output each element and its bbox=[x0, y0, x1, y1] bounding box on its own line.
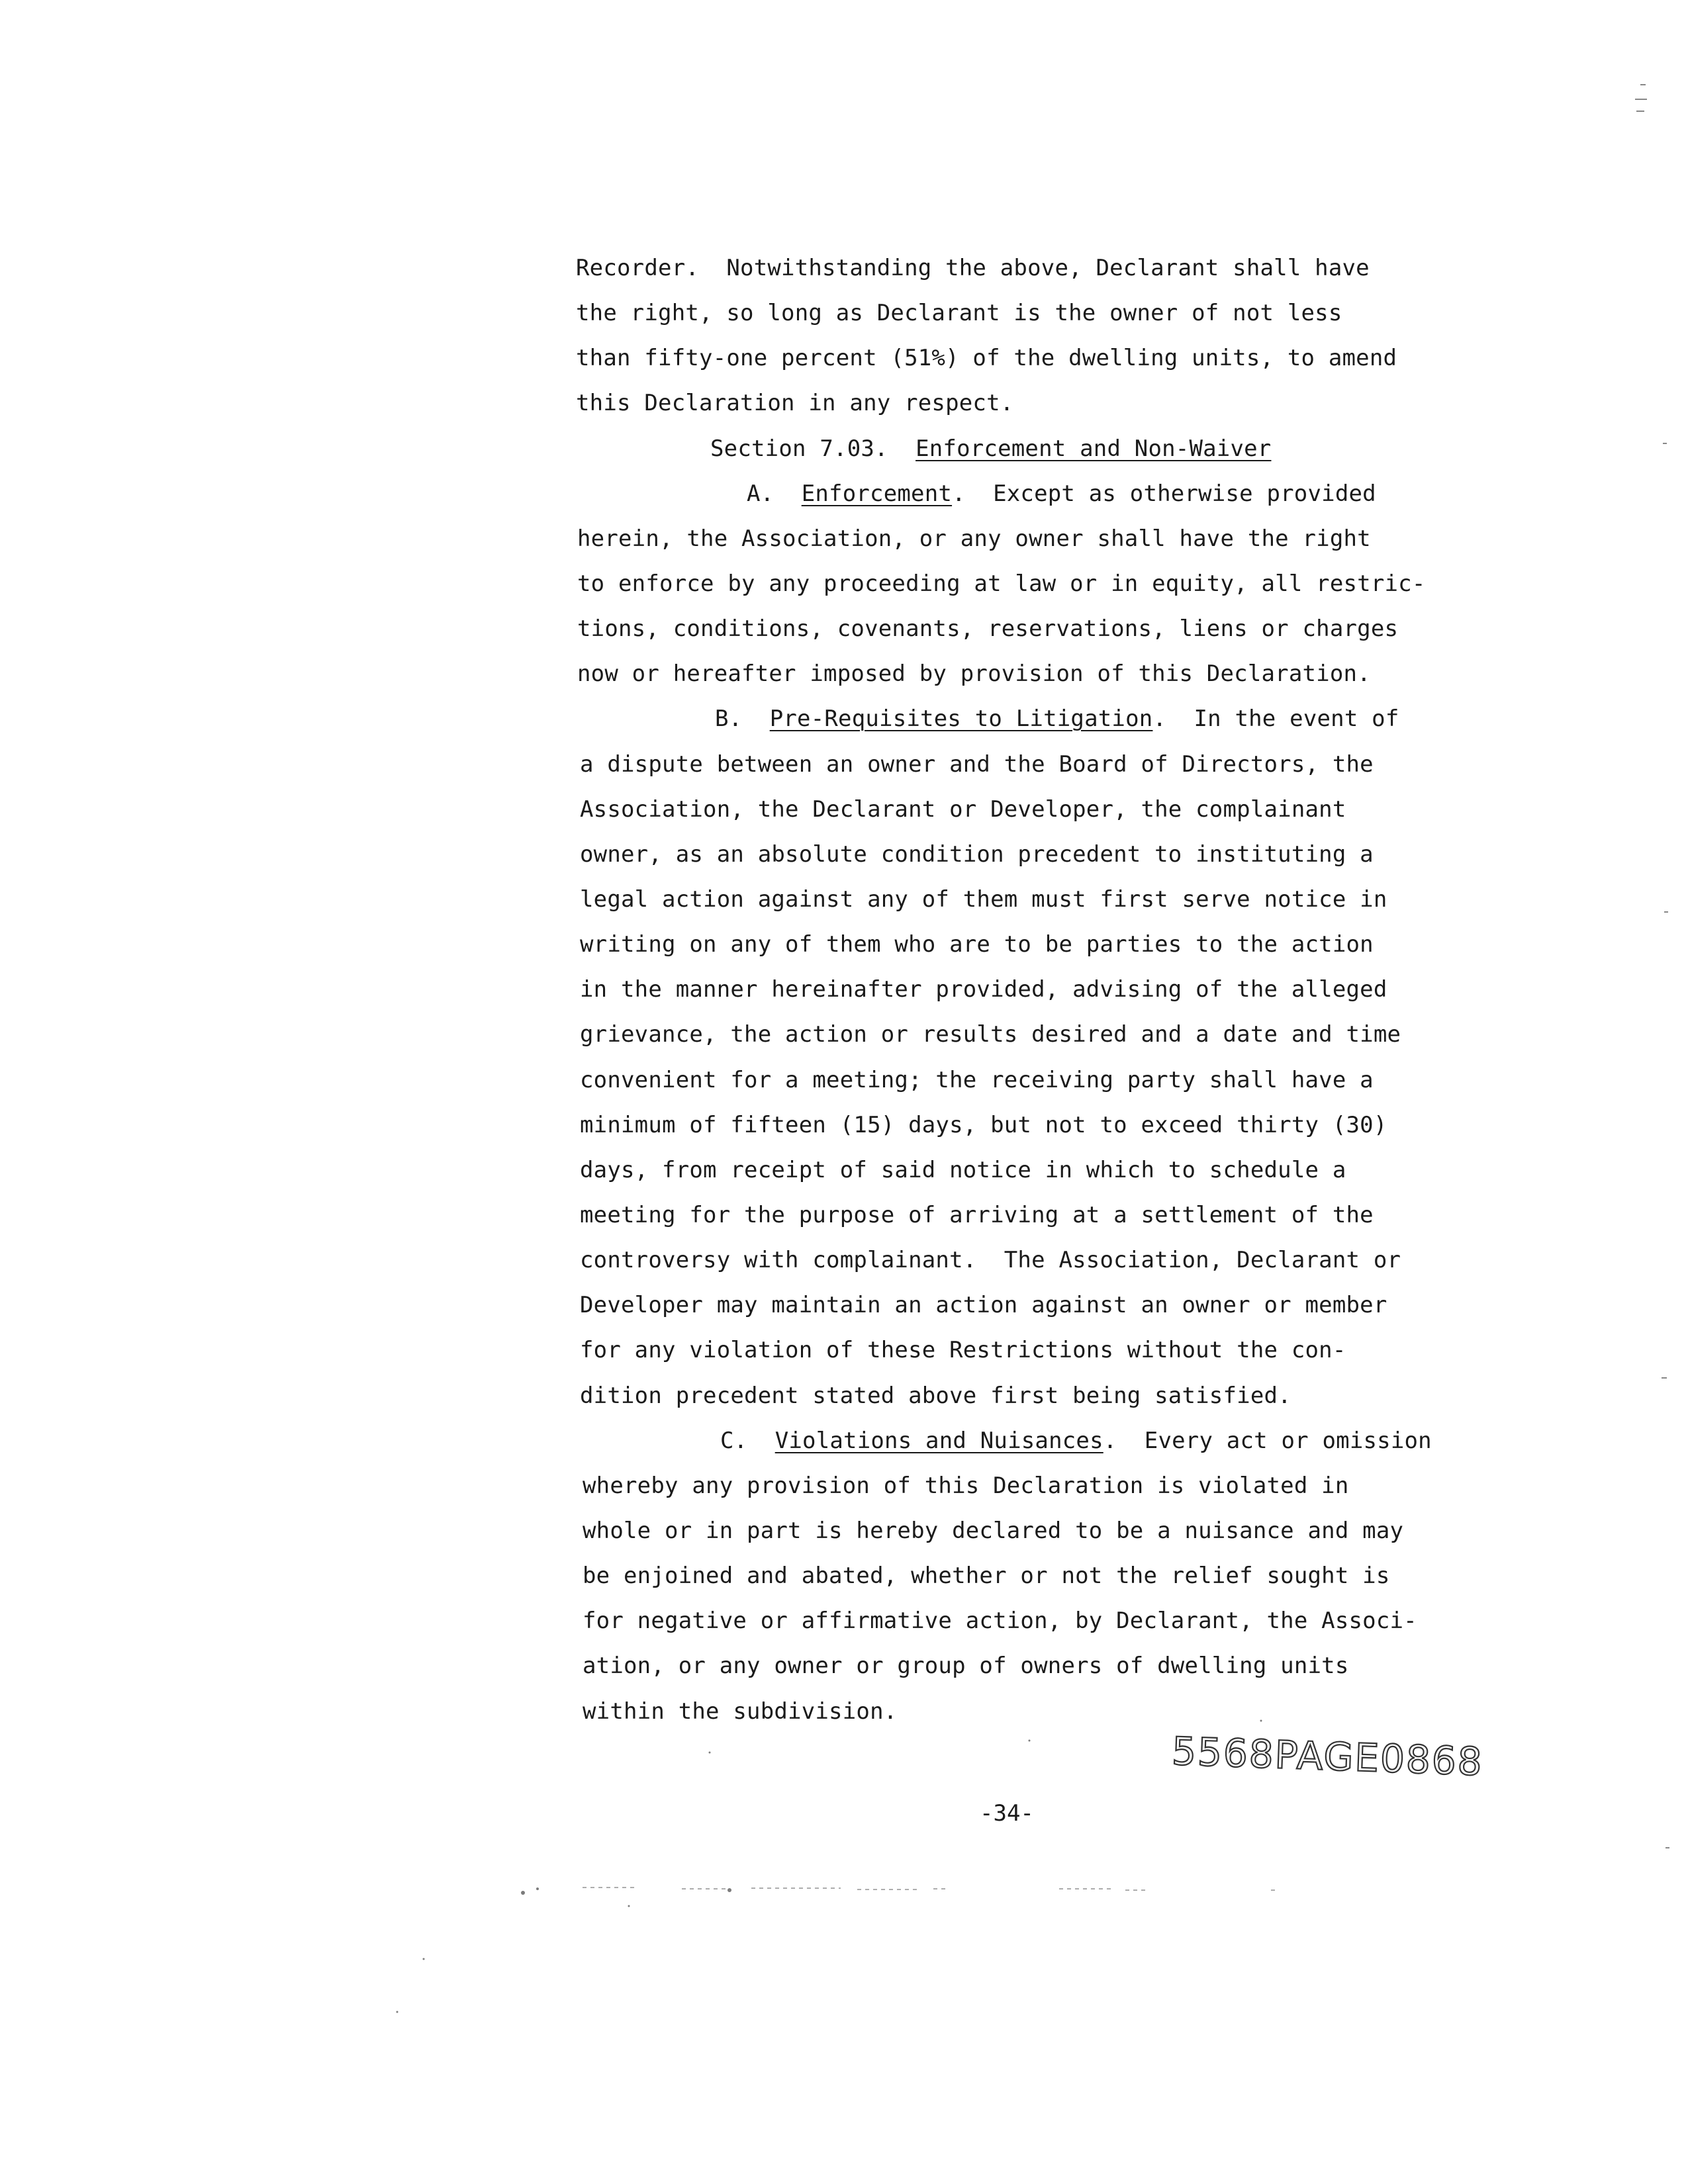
text-line-23: controversy with complainant. The Association, Declarant or bbox=[580, 1247, 1401, 1273]
section-heading bbox=[710, 435, 1271, 462]
text-line-10: now or hereafter imposed by provision of this Declaration. bbox=[577, 660, 1371, 687]
subsection-c-letter: C. bbox=[720, 1428, 748, 1454]
text-line-21: days, from receipt of said notice in which to schedule a bbox=[580, 1157, 1346, 1183]
subsection-c-text: . Every act or omission bbox=[1103, 1428, 1432, 1454]
text-line-8: to enforce by any proceeding at law or in equity, all restric- bbox=[577, 570, 1426, 597]
subsection-c-title: Violations and Nuisances bbox=[774, 1428, 1103, 1454]
subsection-b-text: . In the event of bbox=[1152, 705, 1399, 732]
page-number: -34- bbox=[980, 1800, 1034, 1827]
text-line-3: than fifty-one percent (51%) of the dwelling units, to amend bbox=[576, 345, 1397, 371]
text-line-7: herein, the Association, or any owner shall have the right bbox=[577, 525, 1371, 552]
text-line-31: for negative or affirmative action, by Declarant, the Associ- bbox=[583, 1608, 1417, 1634]
section-number: Section 7.03. bbox=[710, 435, 888, 462]
subsection-b-letter: B. bbox=[715, 705, 743, 732]
text-line-33: within the subdivision. bbox=[583, 1698, 898, 1725]
subsection-a-text: . Except as otherwise provided bbox=[952, 480, 1376, 507]
text-line-30: be enjoined and abated, whether or not the relief sought is bbox=[583, 1563, 1390, 1589]
text-line-17: in the manner hereinafter provided, advising of the alleged bbox=[580, 976, 1387, 1003]
text-line-19: convenient for a meeting; the receiving party shall have a bbox=[580, 1067, 1374, 1093]
text-line-32: ation, or any owner or group of owners of dwelling units bbox=[583, 1653, 1349, 1679]
text-line-22: meeting for the purpose of arriving at a settlement of the bbox=[580, 1202, 1374, 1228]
text-line-20: minimum of fifteen (15) days, but not to exceed thirty (30) bbox=[580, 1112, 1387, 1138]
text-line-15: legal action against any of them must first serve notice in bbox=[580, 886, 1387, 913]
text-line-4: this Declaration in any respect. bbox=[576, 390, 1014, 416]
subsection-a-letter: A. bbox=[747, 480, 774, 507]
subsection-b-heading bbox=[715, 705, 1399, 732]
text-line-1: Recorder. Notwithstanding the above, Declarant shall have bbox=[576, 255, 1370, 281]
text-line-2: the right, so long as Declarant is the owner of not less bbox=[576, 300, 1342, 326]
text-line-18: grievance, the action or results desired and a date and time bbox=[580, 1021, 1401, 1048]
text-line-29: whole or in part is hereby declared to be a nuisance and may bbox=[583, 1518, 1404, 1544]
subsection-b-title: Pre-Requisites to Litigation bbox=[769, 705, 1153, 732]
subsection-a-heading bbox=[747, 480, 1376, 507]
text-line-14: owner, as an absolute condition precedent to instituting a bbox=[580, 841, 1374, 868]
text-line-28: whereby any provision of this Declaration is violated in bbox=[583, 1473, 1349, 1499]
text-line-12: a dispute between an owner and the Board of Directors, the bbox=[580, 751, 1374, 778]
text-line-26: dition precedent stated above first being satisfied. bbox=[580, 1383, 1291, 1409]
subsection-a-title: Enforcement bbox=[801, 480, 953, 507]
section-title: Enforcement and Non-Waiver bbox=[915, 435, 1272, 462]
recording-stamp: 5568PAGE0868 bbox=[1170, 1728, 1484, 1785]
subsection-c-heading bbox=[720, 1428, 1432, 1454]
text-line-9: tions, conditions, covenants, reservations, liens or charges bbox=[577, 615, 1399, 642]
text-line-24: Developer may maintain an action against an owner or member bbox=[580, 1292, 1387, 1318]
text-line-25: for any violation of these Restrictions without the con- bbox=[580, 1337, 1346, 1363]
text-line-13: Association, the Declarant or Developer, the complainant bbox=[580, 796, 1346, 823]
text-line-16: writing on any of them who are to be parties to the action bbox=[580, 931, 1374, 958]
